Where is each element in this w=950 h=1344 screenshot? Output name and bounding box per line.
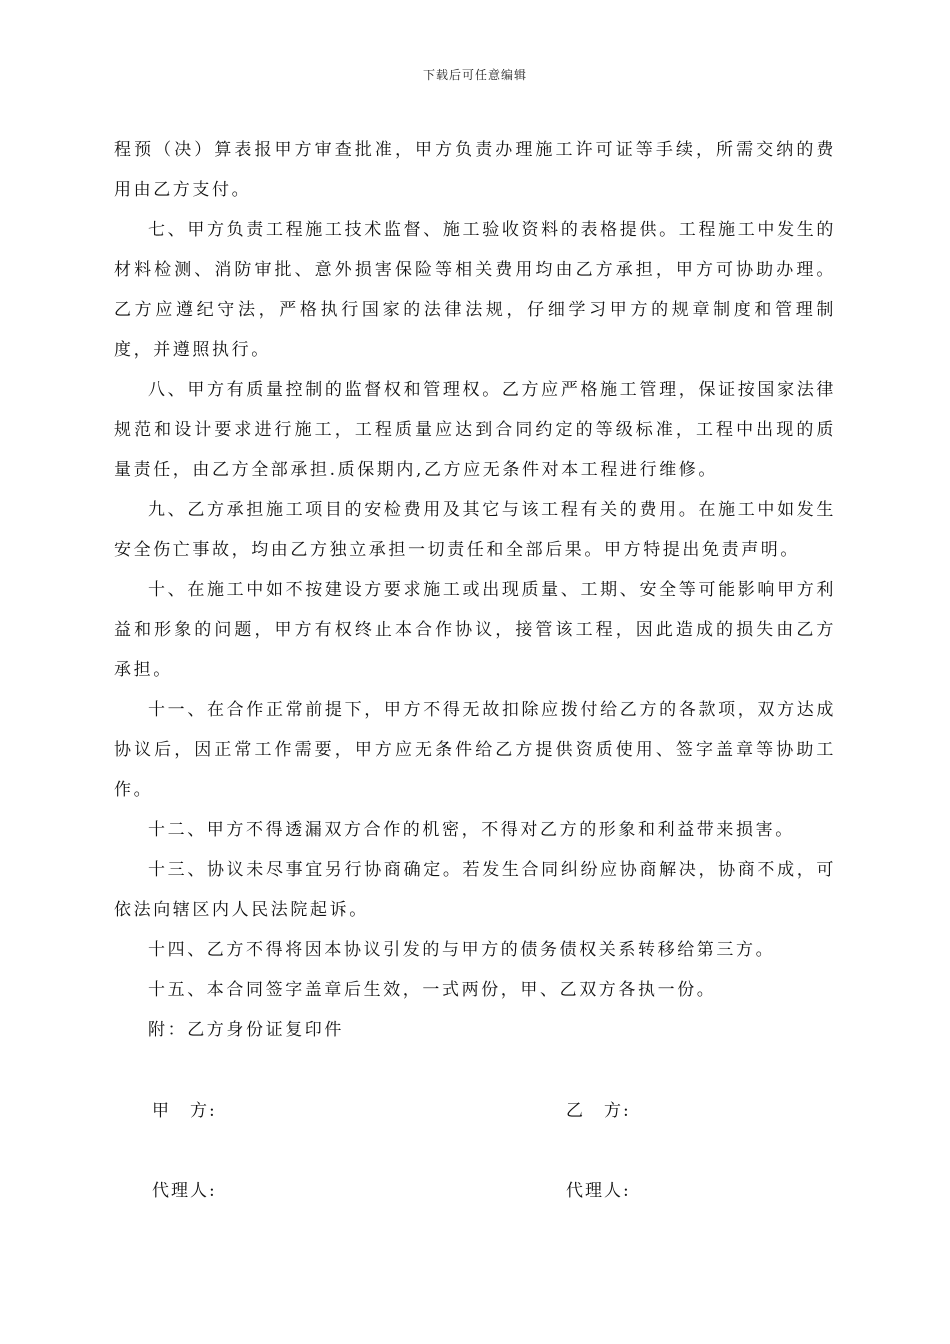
party-a-label: 甲 方: — [152, 1101, 217, 1121]
clause-12: 十二、甲方不得透漏双方合作的机密，不得对乙方的形象和利益带来损害。 — [148, 820, 795, 840]
page-header: 下载后可任意编辑 — [422, 68, 527, 82]
clause-14: 十四、乙方不得将因本协议引发的与甲方的债务债权关系转移给第三方。 — [148, 940, 776, 960]
attachment-note: 附：乙方身份证复印件 — [148, 1020, 344, 1040]
paragraph-continuation: 程预（决）算表报甲方审查批准，甲方负责办理施工许可证等手续，所需交纳的费用由乙方支付。 — [114, 140, 836, 200]
party-b-label: 乙 方: — [566, 1101, 631, 1121]
clause-8: 八、甲方有质量控制的监督权和管理权。乙方应严格施工管理，保证按国家法律规范和设计要求进行施工，工程质量应达到合同约定的等级标准，工程中出现的质量责任，由乙方全部承担.质保期内,乙方应无条件对本工程进行维修。 — [114, 380, 836, 480]
clause-10: 十、在施工中如不按建设方要求施工或出现质量、工期、安全等可能影响甲方利益和形象的问题，甲方有权终止本合作协议，接管该工程，因此造成的损失由乙方承担。 — [114, 580, 836, 680]
agent-a-label: 代理人: — [152, 1181, 217, 1201]
clause-11: 十一、在合作正常前提下，甲方不得无故扣除应拨付给乙方的各款项，双方达成协议后，因正常工作需要，甲方应无条件给乙方提供资质使用、签字盖章等协助工作。 — [114, 700, 836, 800]
clause-13: 十三、协议未尽事宜另行协商确定。若发生合同纠纷应协商解决，协商不成，可依法向辖区内人民法院起诉。 — [114, 860, 836, 920]
clause-7: 七、甲方负责工程施工技术监督、施工验收资料的表格提供。工程施工中发生的材料检测、消防审批、意外损害保险等相关费用均由乙方承担，甲方可协助办理。乙方应遵纪守法，严格执行国家的法律法规，仔细学习甲方的规章制度和管理制度，并遵照执行。 — [114, 220, 836, 360]
contract-body — [114, 130, 836, 1050]
clause-9: 九、乙方承担施工项目的安检费用及其它与该工程有关的费用。在施工中如发生安全伤亡事故，均由乙方独立承担一切责任和全部后果。甲方特提出免责声明。 — [114, 500, 836, 560]
clause-15: 十五、本合同签字盖章后生效，一式两份，甲、乙双方各执一份。 — [148, 980, 717, 1000]
agent-b-label: 代理人: — [566, 1181, 631, 1201]
